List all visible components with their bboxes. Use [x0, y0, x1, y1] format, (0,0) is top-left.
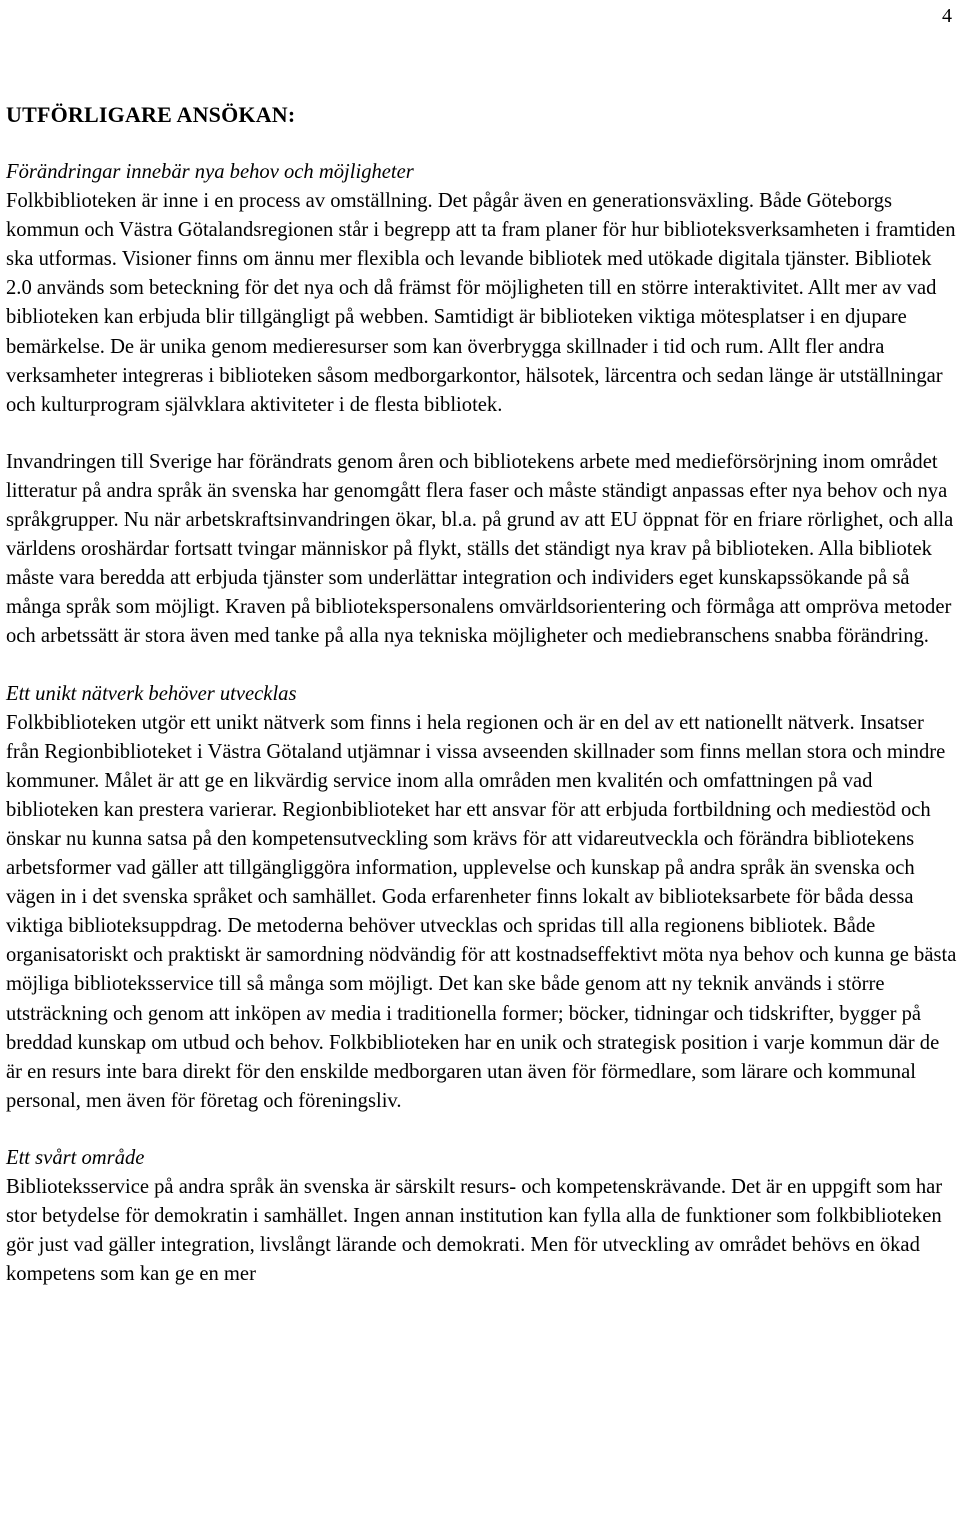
page-content — [6, 99, 958, 1317]
section-heading: Ett svårt område — [6, 1146, 145, 1169]
paragraph: Folkbiblioteken är inne i en process av omställning. Det pågår även en generationsväxling. Både Göteborgs kommun och Västra Götalandsregionen står i begrepp att ta fram planer för hur biblioteksverksamheten i framtiden ska utformas. Visioner finns om ännu mer flexibla och levande bibliotek med utökade digitala tjänster. Bibliotek 2.0 används som beteckning för det nya och då främst för möjligheten till en större interaktivitet. Allt mer av vad biblioteken kan erbjuda blir tillgängligt på webben. Samtidigt är biblioteken viktiga mötesplatser i en djupare bemärkelse. De är unika genom medieresurser som kan överbrygga skillnader i tid och rum. Allt fler andra verksamheter integreras i biblioteken såsom medborgarkontor, hälsotek, lärcentra och sedan länge är utställningar och kulturprogram självklara aktiviteter i de flesta bibliotek. — [6, 190, 956, 416]
section-heading: Förändringar innebär nya behov och möjligheter — [6, 161, 414, 183]
page-number: 4 — [942, 5, 952, 27]
paragraph: Folkbiblioteken utgör ett unikt nätverk som finns i hela regionen och är en del av ett nationellt nätverk. Insatser från Regionbiblioteket i Västra Götaland utjämnar i vissa avseenden skillnader som finns mellan stora och mindre kommuner. Målet är att ge en likvärdig service inom alla områden men kvalitén och omfattningen på vad biblioteken kan prestera varierar. Regionbiblioteket har ett ansvar för att erbjuda fortbildning och mediestöd och önskar nu kunna satsa på den kompetensutveckling som krävs för att vidareutveckla och förändra bibliotekens arbetsformer vad gäller att tillgängliggöra information, upplevelse och kunskap på andra språk än svenska och vägen in i det svenska språket och samhället. Goda erfarenheter finns lokalt av biblioteksarbete för båda dessa viktiga biblioteksuppdrag. De metoderna behöver utvecklas och spridas till alla regionens bibliotek. Både organisatoriskt och praktiskt är samordning nödvändig för att kostnadseffektivt möta nya behov och kunna ge bästa möjliga biblioteksservice till så många som möjligt. Det kan ske både genom att ny teknik används i större utsträckning och genom att inköpen av media i traditionella former; böcker, tidningar och tidskrifter, bygger på breddad kunskap om utbud och behov. Folkbiblioteken har en unik och strategisk position i varje kommun där de är en resurs inte bara direkt för den enskilde medborgaren utan även för förmedlare, som lärare och kommunal personal, men även för företag och föreningsliv. — [6, 711, 957, 1112]
paragraph: Biblioteksservice på andra språk än svenska är särskilt resurs- och kompetenskrävande. Det är en uppgift som har stor betydelse för demokratin i samhället. Ingen annan institution kan fylla alla de funktioner som folkbiblioteken gör just vad gäller integration, livslångt lärande och demokrati. Men för utveckling av området behövs en ökad kompetens som kan ge en mer — [6, 1176, 943, 1286]
section-heading: Ett unikt nätverk behöver utvecklas — [6, 682, 297, 705]
section-difficult-area — [6, 1144, 958, 1289]
paragraph: Invandringen till Sverige har förändrats genom åren och bibliotekens arbete med medieförsörjning inom området litteratur på andra språk än svenska har genomgått flera faser och måste ständigt anpassas efter nya behov och nya språkgrupper. Nu när arbetskraftsinvandringen ökar, bl.a. på grund av att EU öppnat för en friare rörlighet, och alla världens oroshärdar fortsatt tvingar människor på flykt, ställs det ständigt nya krav på biblioteken. Alla bibliotek måste vara beredda att erbjuda tjänster som underlättar integration och individers eget kunskapssökande på så många språk som möjligt. Kraven på bibliotekspersonalens omvärldsorientering och förmåga att ompröva metoder och arbetssätt är stora även med tanke på alla nya tekniska möjligheter och mediebranschens snabba förändring. — [6, 450, 954, 648]
document-title: UTFÖRLIGARE ANSÖKAN: — [6, 102, 296, 127]
section-network — [6, 680, 958, 1116]
section-changes — [6, 158, 958, 420]
section-immigration — [6, 448, 958, 652]
